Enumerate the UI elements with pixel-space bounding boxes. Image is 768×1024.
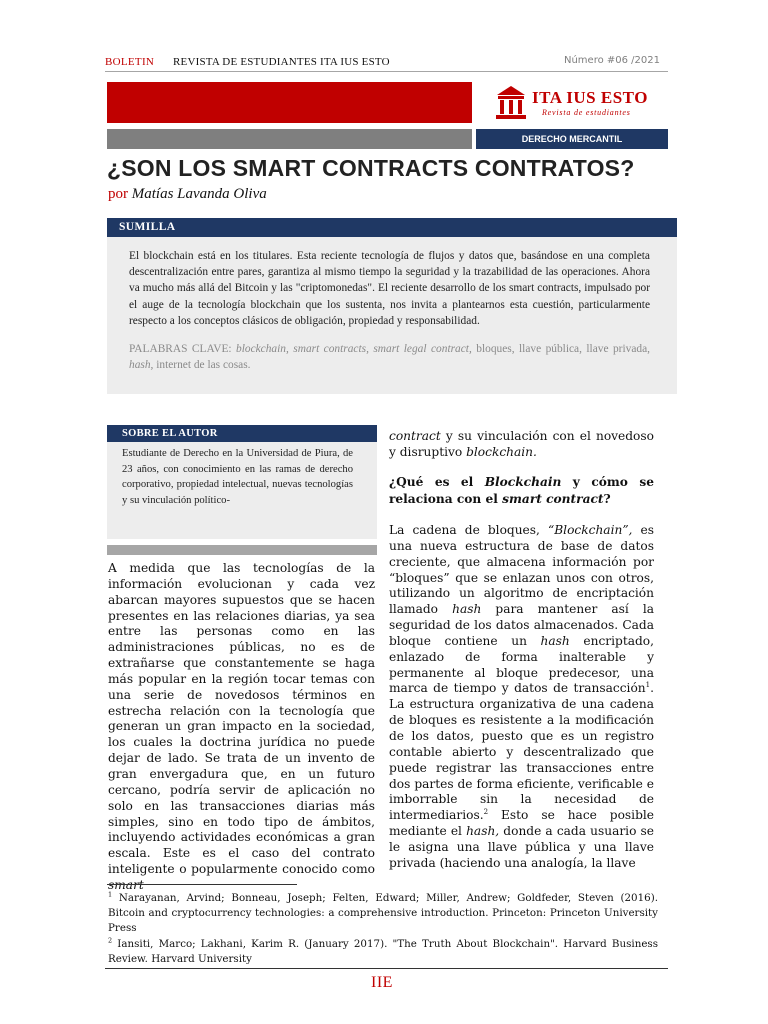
footnote-1 <box>108 891 658 936</box>
red-banner-block <box>107 82 472 123</box>
keywords-italic-2: hash, <box>129 359 154 372</box>
footnote-2 <box>108 937 658 967</box>
body-text: y su vinculación con el novedoso y disruptivo <box>389 429 654 459</box>
body-left-column <box>108 561 375 894</box>
byline <box>108 186 267 203</box>
body-text: encriptado, enlazado de forma inalterable y permanente al bloque predecesor, una marca de tiempo y datos de transacción <box>389 633 654 696</box>
author-bio: Estudiante de Derecho en la Universidad de Piura, de 23 años, con conocimiento en las ramas de derecho corporativo, propiedad intelectual, nuevas tecnologías y su vinculación político- <box>122 448 353 506</box>
journal-logo <box>496 86 666 122</box>
heading-text: ? <box>603 492 611 506</box>
footnote-number: 1 <box>108 890 113 899</box>
body-text: . La estructura organizativa de una cadena de bloques es resistente a la modificación de los datos, puesto que es un registro contable abierto y descentralizado que puede registrar las transacciones entre dos partes de forma eficiente, verificable e imborrable sin la necesidad de intermediarios. <box>389 681 654 823</box>
italic-term: contract <box>389 429 441 443</box>
body-right-paragraph-1 <box>389 429 654 461</box>
footnote-ref-2[interactable]: 2 <box>483 808 489 817</box>
body-text: La cadena de bloques, <box>389 523 548 537</box>
italic-term: “Blockchain”, <box>548 523 633 537</box>
footnote-ref-1[interactable]: 1 <box>645 681 651 690</box>
journal-name: REVISTA DE ESTUDIANTES ITA IUS ESTO <box>173 56 390 68</box>
section-heading <box>389 474 654 508</box>
sumilla-heading: SUMILLA <box>107 218 677 237</box>
page-mark: IIE <box>371 974 393 991</box>
header-rule <box>105 71 668 72</box>
heading-italic: Blockchain <box>484 475 562 489</box>
italic-term: blockchain. <box>466 444 537 459</box>
keywords-plain-1: bloques, llave pública, llave privada, <box>471 343 650 356</box>
keywords-label: PALABRAS CLAVE: <box>129 343 232 356</box>
column-divider-bar <box>107 545 377 555</box>
body-right-paragraph-2 <box>389 523 654 872</box>
body-text: Esto se hace posible mediante el <box>389 808 654 839</box>
boletin-label: BOLETIN <box>105 56 155 68</box>
heading-italic: smart contract <box>502 492 604 506</box>
courthouse-icon <box>496 86 526 120</box>
section-tag: DERECHO MERCANTIL <box>476 129 668 149</box>
sumilla-text: El blockchain está en los titulares. Esta reciente tecnología de flujos y datos que, basándose en una completa descentralización entre pares, garantiza al mismo tiempo la seguridad y la trazabilidad de las operaciones. Ahora va mucho más allá del Bitcoin y las "criptomonedas". El reciente desarrollo de los smart contracts, impulsado por el auge de la tecnología blockchain que los sustenta, nos invita a plantearnos esta cuestión, particularmente respecto a los conceptos clásicos de obligación, propiedad y responsabilidad. <box>129 250 650 327</box>
keywords-plain-2: internet de las cosas. <box>153 359 251 372</box>
heading-text: y cómo se relaciona con el <box>389 475 654 506</box>
footnotes <box>108 891 658 968</box>
author-name: Matías Lavanda Oliva <box>131 186 267 202</box>
footnote-number: 2 <box>108 936 113 945</box>
logo-name: ITA IUS ESTO <box>532 88 648 107</box>
keywords <box>129 341 650 373</box>
body-text: para mantener así la seguridad de los datos almacenados. Cada bloque contiene un <box>389 602 654 648</box>
author-box-heading: SOBRE EL AUTOR <box>107 425 377 442</box>
footnote-text: Narayanan, Arvind; Bonneau, Joseph; Felten, Edward; Miller, Andrew; Goldfeder, Steven (2016). Bitcoin and cryptocurrency technologies: a comprehensive introduction. Princeton: Princeton University Press <box>108 892 658 934</box>
keywords-italic-1: blockchain, smart contracts, smart legal contract, <box>236 343 472 356</box>
italic-term: hash <box>540 633 570 648</box>
italic-term: hash <box>452 602 482 617</box>
issue-number: Número #06 /2021 <box>563 55 660 66</box>
footnote-rule <box>107 884 297 885</box>
gray-banner-block <box>107 129 472 149</box>
body-left-text: A medida que las tecnologías de la información evolucionan y cada vez abarcan mayores supuestos que se hacen presentes en las relaciones diarias, ya sea entre las personas como en las administraciones públicas, no es de extrañarse que constantemente se haga más popular en la región tocar temas con una serie de novedosos términos en estrecha relación con la tecnología que generan un gran impacto en la sociedad, los cuales la doctrina jurídica no puede dejar de lado. Se trata de un invento de gran envergadura que, en un futuro cercano, podría servir de aplicación no solo en las transacciones diarias más simples, sino en todo tipo de ámbitos, incluyendo actividades económicas a gran escala. Este es el caso del contrato inteligente o popularmente conocido como <box>108 561 375 877</box>
author-box <box>107 442 377 539</box>
article-title: ¿SON LOS SMART CONTRACTS CONTRATOS? <box>107 155 635 181</box>
sumilla-box <box>107 237 677 394</box>
logo-subtitle: Revista de estudiantes <box>542 108 631 117</box>
footnote-text: Iansiti, Marco; Lakhani, Karim R. (January 2017). "The Truth About Blockchain". Harvard Business Review. Harvard University <box>108 938 658 965</box>
byline-prefix: por <box>108 186 128 202</box>
body-text: donde a cada usuario se le asigna una llave pública y una llave privada (haciendo una analogía, la llave <box>389 824 655 870</box>
body-text: es una nueva estructura de base de datos creciente, que almacena información por “bloques” que se enlazan unos con otros, utilizando un algoritmo de encriptación llamado <box>389 523 654 617</box>
footer-rule <box>105 968 668 969</box>
heading-text: ¿Qué es el <box>389 475 485 489</box>
italic-term: hash, <box>466 824 500 839</box>
running-header <box>105 55 668 71</box>
